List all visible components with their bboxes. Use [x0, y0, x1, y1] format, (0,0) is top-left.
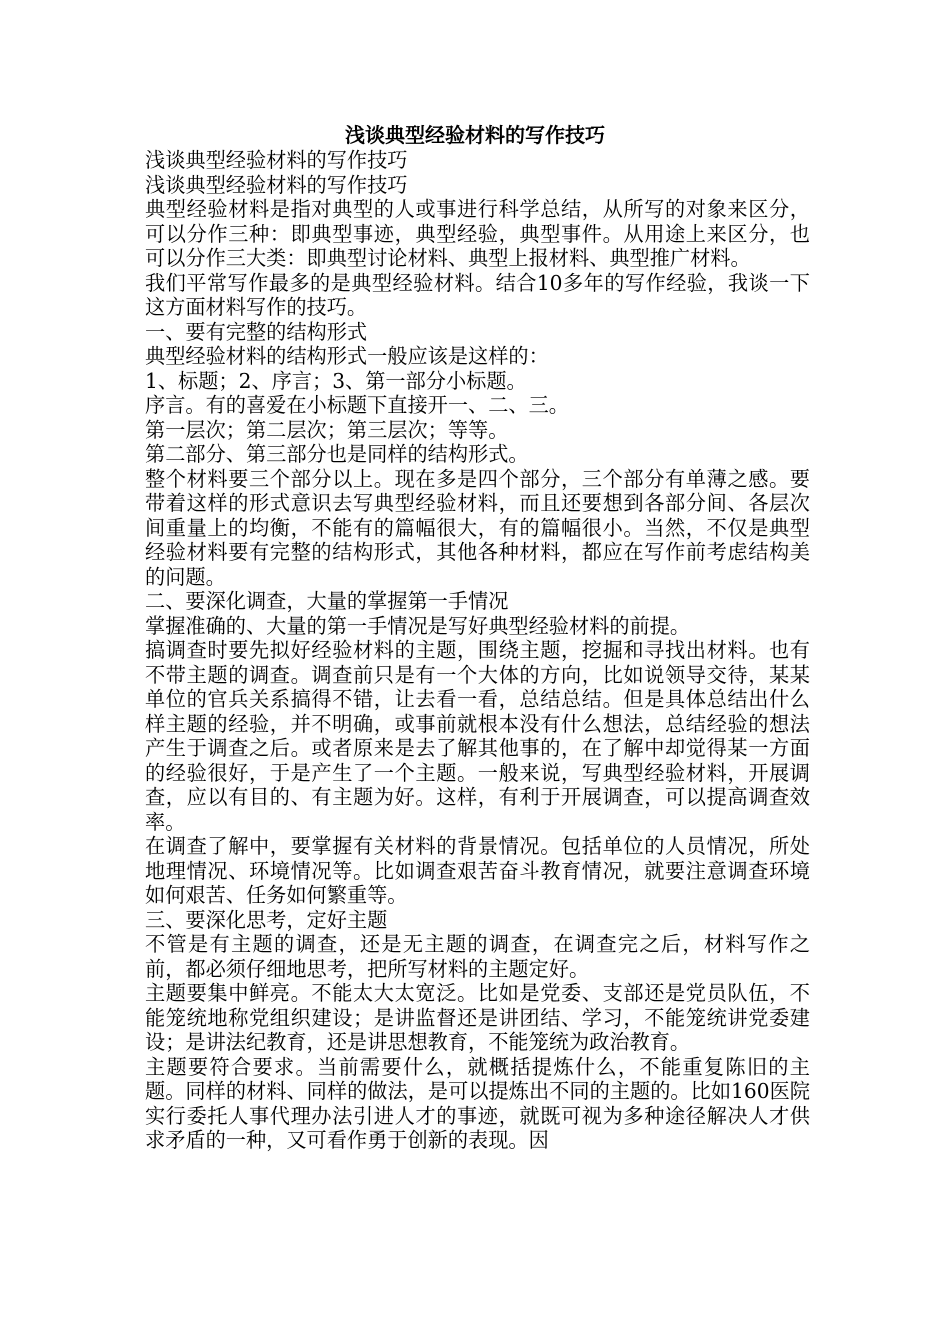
paragraph: 不管是有主题的调查，还是无主题的调查，在调查完之后，材料写作之前，都必须仔细地思考，把所写材料的主题定好。: [145, 932, 810, 981]
paragraph: 主题要集中鲜亮。不能太大太宽泛。比如是党委、支部还是党员队伍，不能笼统地称党组织建设；是讲监督还是讲团结、学习，不能笼统讲党委建设；是讲法纪教育，还是讲思想教育，不能笼统为政治教育。: [145, 981, 810, 1054]
document-title: 浅谈典型经验材料的写作技巧: [345, 123, 605, 147]
paragraph: 第二部分、第三部分也是同样的结构形式。: [145, 442, 529, 466]
paragraph: 1、标题；2、序言；3、第一部分小标题。: [145, 368, 527, 393]
paragraph: 第一层次；第二层次；第三层次；等等。: [145, 417, 509, 442]
document-body: [145, 148, 810, 1153]
paragraph: 典型经验材料的结构形式一般应该是这样的：: [145, 344, 549, 368]
paragraph: 序言。有的喜爱在小标题下直接开一、二、三。: [145, 393, 569, 417]
paragraph: 浅谈典型经验材料的写作技巧: [145, 172, 408, 197]
paragraph: 搞调查时要先拟好经验材料的主题，围绕主题，挖掘和寻找出材料。也有不带主题的调查。调查前只是有一个大体的方向，比如说领导交待，某某单位的官兵关系搞得不错，让去看一看，总结总结。但是具体总结出什么样主题的经验，并不明确，或事前就根本没有什么想法，总结经验的想法产生于调查之后。或者原来是去了解其他事的，在了解中却觉得某一方面的经验很好，于是产生了一个主题。一般来说，写典型经验材料，开展调查，应以有目的、有主题为好。这样，有利于开展调查，可以提高调查效率。: [145, 638, 810, 834]
section-heading: 二、要深化调查，大量的掌握第一手情况: [145, 589, 509, 613]
paragraph: 整个材料要三个部分以上。现在多是四个部分，三个部分有单薄之感。要带着这样的形式意识去写典型经验材料，而且还要想到各部分间、各层次间重量上的均衡，不能有的篇幅很大，有的篇幅很小。当然，不仅是典型经验材料要有完整的结构形式，其他各种材料，都应在写作前考虑结构美的问题。: [145, 466, 810, 589]
paragraph: 浅谈典型经验材料的写作技巧: [145, 148, 408, 172]
paragraph: 主题要符合要求。当前需要什么，就概括提炼什么，不能重复陈旧的主题。同样的材料、同样的做法，是可以提炼出不同的主题的。比如160医院实行委托人事代理办法引进人才的事迹，就既可视为多种途径解决人才供求矛盾的一种，又可看作勇于创新的表现。因: [145, 1054, 810, 1152]
section-heading: 三、要深化思考，定好主题: [145, 907, 388, 932]
paragraph: 典型经验材料是指对典型的人或事进行科学总结，从所写的对象来区分，可以分作三种：即典型事迹，典型经验，典型事件。从用途上来区分，也可以分作三大类：即典型讨论材料、典型上报材料、典型推广材料。: [145, 197, 810, 270]
paragraph: 在调查了解中，要掌握有关材料的背景情况。包括单位的人员情况，所处地理情况、环境情况等。比如调查艰苦奋斗教育情况，就要注意调查环境如何艰苦、任务如何繁重等。: [145, 834, 810, 907]
paragraph: 我们平常写作最多的是典型经验材料。结合10多年的写作经验，我谈一下这方面材料写作的技巧。: [145, 270, 810, 319]
paragraph: 掌握准确的、大量的第一手情况是写好典型经验材料的前提。: [145, 613, 691, 638]
section-heading: 一、要有完整的结构形式: [145, 319, 368, 344]
